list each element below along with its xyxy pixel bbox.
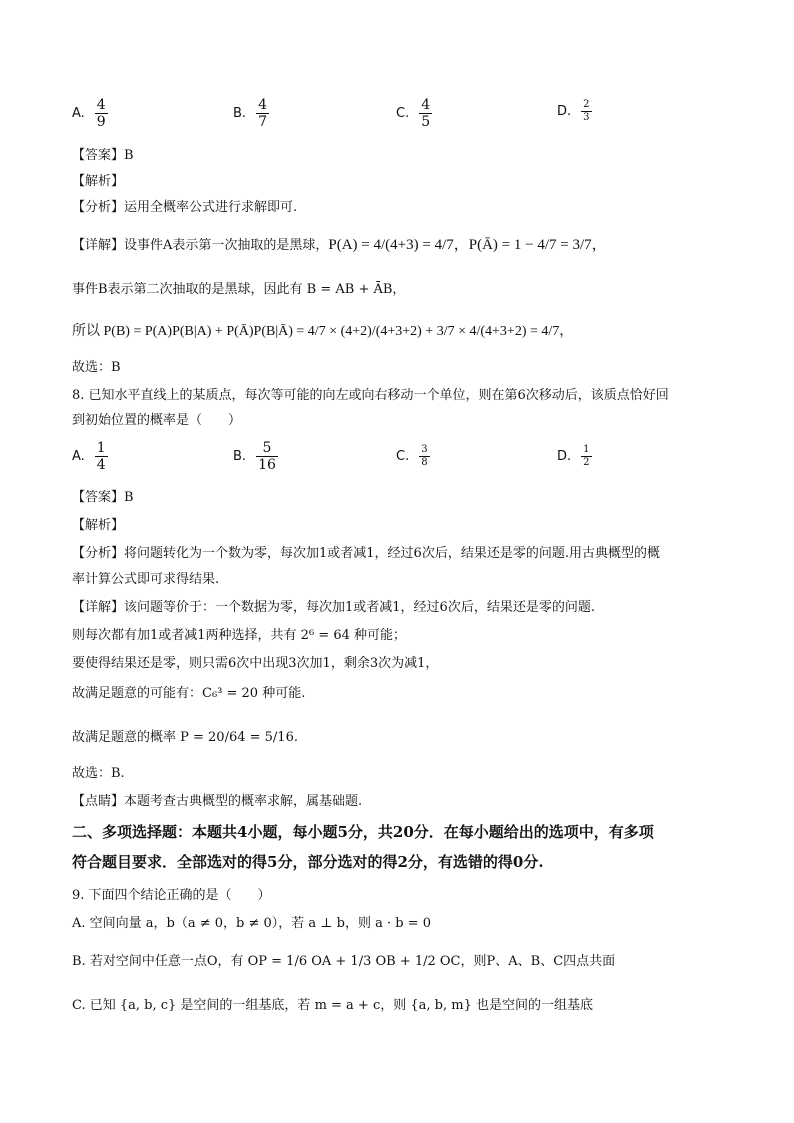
q8-option-b: B. $\frac{5}{16}$ <box>233 440 276 473</box>
q8-option-a: A. $\frac{1}{4}$ <box>72 440 106 473</box>
q9-option-b: B. 若对空间中任意一点O，有 OP = 1/6 OA + 1/3 OB + 1/2 OC，则P、A、B、C四点共面 <box>72 954 616 969</box>
q9-stem: 9. 下面四个结论正确的是（ ） <box>72 888 271 903</box>
fraction: $\frac{4}{9}$ <box>96 97 106 130</box>
q7-detail-line3: 所以 P(B) = P(A)P(B|A) + P(Ā)P(B|Ā) = 4/7 × (4+2)/(4+3+2) + 3/7 × 4/(4+3+2) = 4/7， <box>72 324 574 339</box>
q9-option-c: C. 已知 {a, b, c} 是空间的一组基底，若 m = a + c，则 {a, b, m} 也是空间的一组基底 <box>72 998 593 1013</box>
q7-detail-line1: 【详解】设事件A表示第一次抽取的是黑球，P(A) = 4/(4+3) = 4/7，P(Ā) = 1 − 4/7 = 3/7， <box>72 237 607 253</box>
q7-option-a: A. $\frac{4}{9}$ <box>72 97 106 130</box>
q8-answer: 【答案】B <box>72 490 134 505</box>
q8-choice: 故选：B. <box>72 766 125 781</box>
q8-detail-line5: 故满足题意的概率 P = 20/64 = 5/16. <box>72 730 298 745</box>
q7-answer: 【答案】B <box>72 148 134 163</box>
q7-choice: 故选：B <box>72 360 121 375</box>
q8-stem-line2: 到初始位置的概率是（ ） <box>72 413 242 428</box>
q8-detail-line1: 【详解】该问题等价于：一个数据为零，每次加1或者减1，经过6次后，结果还是零的问题. <box>72 600 595 615</box>
q8-dianjing: 【点睛】本题考查古典概型的概率求解，属基础题. <box>72 794 363 809</box>
q7-fenxi: 【分析】运用全概率公式进行求解即可. <box>72 200 298 215</box>
section2-heading-line2: 符合题目要求．全部选对的得5分，部分选对的得2分，有选错的得0分. <box>72 853 544 871</box>
q8-fenxi-line1: 【分析】将问题转化为一个数为零，每次加1或者减1，经过6次后，结果还是零的问题.用古典概型的概 <box>72 546 660 561</box>
q7-option-b: B. $\frac{4}{7}$ <box>233 97 267 130</box>
fraction: $\frac{4}{5}$ <box>421 97 431 130</box>
q7-option-d: D. $\frac{2}{3}$ <box>557 99 590 123</box>
fraction: $\frac{1}{4}$ <box>96 440 106 473</box>
fraction: $\frac{2}{3}$ <box>583 99 590 123</box>
q8-fenxi-line2: 率计算公式即可求得结果. <box>72 572 220 587</box>
q7-analysis-heading: 【解析】 <box>72 174 125 189</box>
q9-option-a: A. 空间向量 a，b（a ≠ 0，b ≠ 0），若 a ⊥ b，则 a · b = 0 <box>72 916 432 931</box>
fraction: $\frac{4}{7}$ <box>258 97 267 130</box>
fraction: $\frac{3}{8}$ <box>421 444 428 468</box>
q7-option-c: C. $\frac{4}{5}$ <box>396 97 431 130</box>
q8-option-d: D. $\frac{1}{2}$ <box>557 444 590 468</box>
q8-detail-line3: 要使得结果还是零，则只需6次中出现3次加1，剩余3次为减1， <box>72 656 439 671</box>
fraction: $\frac{1}{2}$ <box>583 444 590 468</box>
section2-heading-line1: 二、多项选择题：本题共4小题，每小题5分，共20分．在每小题给出的选项中，有多项 <box>72 823 654 841</box>
q8-detail-line2: 则每次都有加1或者减1两种选择，共有 2⁶ = 64 种可能； <box>72 628 406 643</box>
q8-stem-line1: 8. 已知水平直线上的某质点，每次等可能的向左或向右移动一个单位，则在第6次移动后，该质点恰好回 <box>72 388 669 403</box>
q7-detail-line2: 事件B表示第二次抽取的是黑球，因此有 B = AB + ĀB， <box>72 282 406 297</box>
q8-analysis-heading: 【解析】 <box>72 518 125 533</box>
fraction: $\frac{5}{16}$ <box>258 440 276 473</box>
q8-option-c: C. $\frac{3}{8}$ <box>396 444 428 468</box>
q8-detail-line4: 故满足题意的可能有：C₆³ = 20 种可能. <box>72 686 306 701</box>
